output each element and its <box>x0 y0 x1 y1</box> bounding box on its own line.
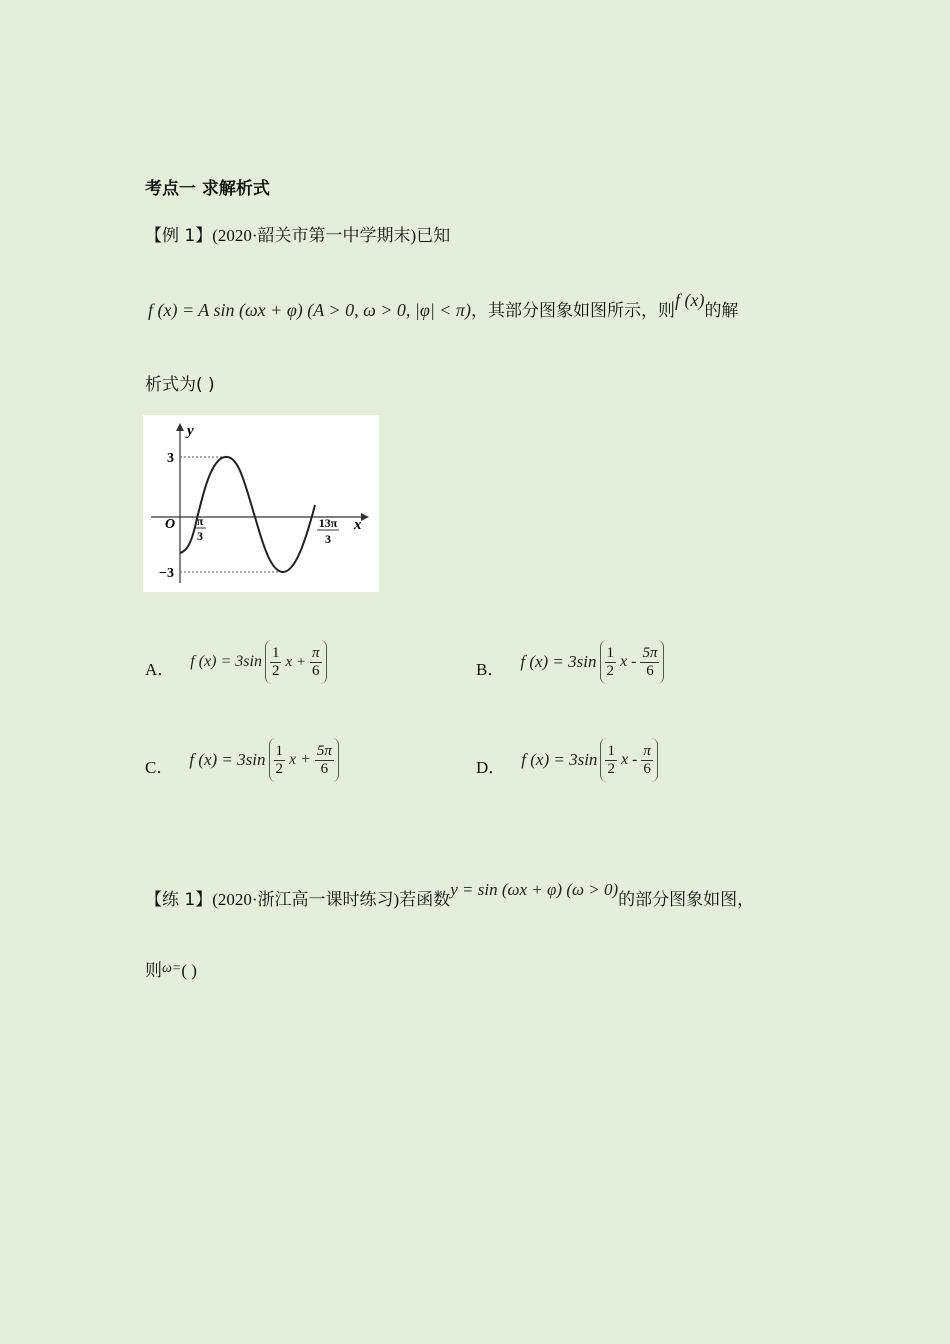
option-a-mid: x + <box>285 654 306 670</box>
option-d-num1: 1 <box>607 742 615 759</box>
x-tick2-num: 13π <box>318 516 338 530</box>
option-c-num2: 5π <box>316 742 332 759</box>
option-c-paren <box>269 738 339 782</box>
option-d-den2: 6 <box>643 760 651 777</box>
y-axis-arrow <box>176 423 184 431</box>
option-c-mid: x + <box>289 751 311 768</box>
example-question: 析式为( ) <box>145 375 215 395</box>
option-c[interactable] <box>145 738 339 782</box>
x-tick1-den: 3 <box>197 529 203 543</box>
option-b-den1: 2 <box>606 662 614 679</box>
practice-prefix: 则 <box>145 961 162 981</box>
option-b-den2: 6 <box>646 662 654 679</box>
origin-label: O <box>165 517 176 532</box>
example-heading <box>145 221 450 246</box>
practice-source: (2020·浙江高一课时练习)若函数 <box>212 890 451 909</box>
option-a-den2: 6 <box>311 662 320 679</box>
option-d-den1: 2 <box>607 760 615 777</box>
x-tick1-num: π <box>196 514 204 528</box>
option-a-num1: 1 <box>271 644 280 661</box>
x-label: x <box>354 517 362 533</box>
option-c-lhs: f (x) = 3sin <box>189 750 266 769</box>
option-b[interactable] <box>476 640 664 684</box>
option-d-num2: π <box>643 742 651 759</box>
practice-function: y = sin (ωx + φ) (ω > 0) <box>450 880 619 899</box>
option-d[interactable] <box>476 738 658 782</box>
y-max-label: 3 <box>167 451 174 466</box>
option-b-lhs: f (x) = 3sin <box>520 652 597 671</box>
option-b-label: B． <box>476 659 505 679</box>
y-min-label: −3 <box>159 566 174 581</box>
option-d-lhs: f (x) = 3sin <box>521 750 598 769</box>
option-b-num2: 5π <box>642 644 658 661</box>
practice-heading <box>145 880 755 910</box>
example-tag: 【例 1】 <box>145 226 213 246</box>
example-source: (2020·韶关市第一中学期末)已知 <box>212 226 451 245</box>
section-title: 考点一 求解析式 <box>145 179 270 199</box>
option-a-label: A． <box>145 659 175 679</box>
option-c-den1: 2 <box>275 760 283 777</box>
option-c-label: C． <box>145 757 174 777</box>
option-a-den1: 2 <box>271 662 280 679</box>
graph-svg <box>143 415 379 592</box>
example-tail: 的解 <box>704 301 739 321</box>
option-d-mid: x - <box>620 751 638 768</box>
option-a-lhs: f (x) = 3sin <box>190 653 262 670</box>
example-fx: f (x) <box>674 290 705 310</box>
option-b-mid: x - <box>620 653 637 670</box>
option-a-paren <box>265 640 327 684</box>
option-a[interactable] <box>145 640 327 684</box>
sine-graph <box>143 415 379 592</box>
x-axis-arrow <box>361 513 369 521</box>
example-function: f (x) = A sin (ωx + φ) (A > 0, ω > 0, |φ| < π) <box>148 300 471 320</box>
practice-blank: ( ) <box>181 961 197 980</box>
option-d-paren <box>600 738 657 782</box>
option-b-num1: 1 <box>606 644 614 661</box>
practice-tail: 的部分图象如图， <box>618 890 755 910</box>
option-d-label: D． <box>476 757 506 777</box>
y-label: y <box>187 423 194 439</box>
example-text: ，其部分图象如图所示，则 <box>470 301 675 321</box>
practice-question <box>145 956 197 981</box>
example-condition <box>148 290 739 321</box>
option-c-num1: 1 <box>275 742 283 759</box>
x-tick2-den: 3 <box>325 532 331 546</box>
option-a-num2: π <box>311 644 320 661</box>
practice-tag: 【练 1】 <box>145 890 213 910</box>
practice-omega: ω= <box>162 961 182 976</box>
option-b-paren <box>600 640 665 684</box>
option-c-den2: 6 <box>320 760 329 777</box>
